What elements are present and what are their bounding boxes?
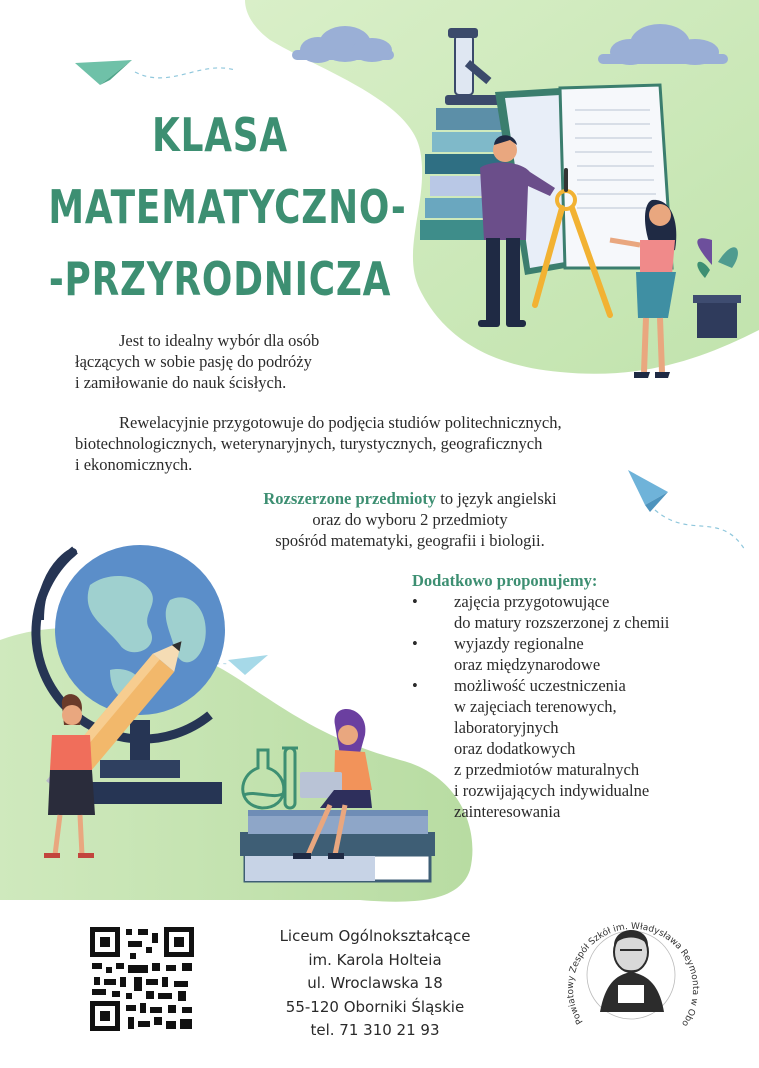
intro-line: i zamiłowanie do nauk ścisłych. [75, 373, 287, 392]
intro-line: Rewelacyjnie przygotowuje do podjęcia studiów politechnicznych, [119, 413, 562, 432]
extras-item: • możliwość uczestniczenia w zajęciach terenowych, laboratoryjnych oraz dodatkowych z przedmiotów maturalnych i rozwijających indywidualne zainteresowania [412, 675, 752, 822]
address-line: 55-120 Oborniki Śląskie [285, 997, 465, 1016]
intro-paragraph-2 [75, 412, 715, 475]
subjects-paragraph [200, 488, 620, 551]
address-line: tel. 71 310 21 93 [310, 1021, 440, 1039]
address-line: ul. Wroclawska 18 [307, 974, 443, 992]
paper-plane-icon-top [75, 60, 132, 85]
paper-plane-icon-low [228, 655, 268, 675]
extras-item: • zajęcia przygotowujące do matury rozszerzonej z chemii [412, 591, 752, 633]
intro-line: i ekonomicznych. [75, 455, 193, 474]
title-line-3: -PRZYRODNICZA [48, 252, 392, 306]
address-line: Liceum Ogólnokształcące [279, 927, 471, 945]
subjects-line-2: oraz do wyboru 2 przedmioty [312, 510, 508, 529]
seal-text-ring [548, 890, 718, 1040]
title-line-1: KLASA [152, 108, 288, 162]
intro-line: łączących w sobie pasję do podróży [75, 352, 312, 371]
extras-list [412, 591, 752, 822]
seal-caption: Powiatowy Zespół Szkół im. Władysława Reymonta w Obo [565, 921, 701, 1028]
paper-plane-icon-mid [628, 470, 668, 512]
subjects-highlight: Rozszerzone przedmioty [263, 489, 437, 508]
intro-paragraph-1 [75, 330, 415, 393]
subjects-line-1 [200, 488, 620, 509]
school-address [240, 925, 510, 1043]
extras-heading: Dodatkowo proponujemy: [412, 571, 598, 590]
subjects-line-3: spośród matematyki, geografii i biologii. [275, 531, 545, 550]
intro-line: Jest to idealny wybór dla osób [119, 331, 320, 350]
subjects-line-1-rest: to język angielski [436, 489, 557, 508]
intro-line: biotechnologicznych, weterynaryjnych, turystycznych, geograficznych [75, 434, 543, 453]
address-line: im. Karola Holteia [308, 950, 442, 969]
extras-section [412, 570, 752, 822]
title-line-2: MATEMATYCZNO- [48, 180, 407, 234]
extras-item: • wyjazdy regionalne oraz międzynarodowe [412, 633, 752, 675]
qr-code-icon [90, 927, 194, 1031]
